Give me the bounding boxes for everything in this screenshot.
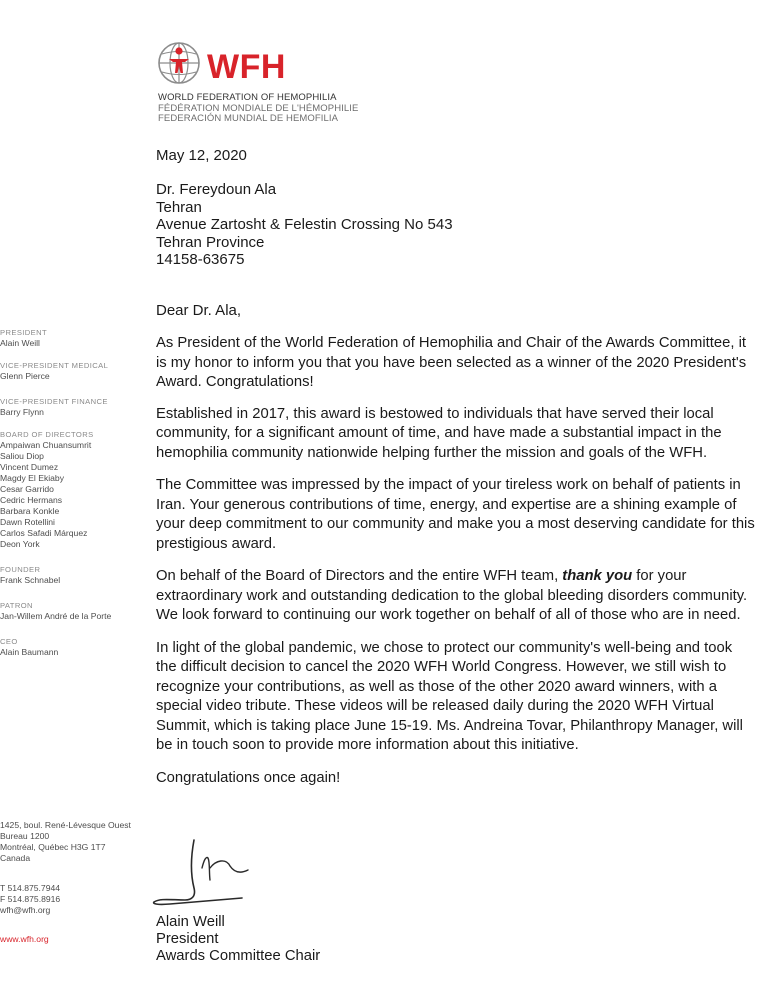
contact-block [0,820,155,945]
sidebar-role-title: BOARD OF DIRECTORS [0,430,94,439]
contact-suite: Bureau 1200 [0,831,50,841]
sidebar-ceo [0,636,150,658]
sidebar-founder [0,564,150,586]
letter-date: May 12, 2020 [156,147,247,164]
sidebar-patron [0,600,150,622]
paragraph-committee-praise: The Committee was impressed by the impact of your tireless work on behalf of patients in Iran. Your generous contributions of time, energy, and expertise are a shining example of your deep commitment to our community and make you a most deserving candidate for this prestigious award. [156,477,755,552]
contact-country: Canada [0,853,31,863]
globe-figure-logo-icon [156,40,202,86]
contact-website: www.wfh.org [0,934,49,944]
sidebar-role-title: VICE-PRESIDENT FINANCE [0,397,108,406]
contact-fax: F 514.875.8916 [0,894,61,904]
board-member: Saliou Diop [0,451,44,461]
paragraph-pandemic-tribute: In light of the global pandemic, we chose to protect our community's well-being and took the difficult decision to cancel the 2020 WFH World Congress. However, we still wish to recognize your contributions, as well as those of the other 2020 award winners, with a special video tribute. These videos will be released daily during the 2020 WFH Virtual Summit, which is taking place June 15-19. Ms. Andreina Tovar, Philanthropy Manager, will be in touch soon to provide more information about this initiative. [156,639,743,753]
logo-wordmark: WFH [207,48,286,86]
board-member: Magdy El Ekiaby [0,473,65,483]
sidebar-person-name: Glenn Pierce [0,371,50,381]
thanks-text-before: On behalf of the Board of Directors and the entire WFH team, [156,568,563,584]
org-name-english: WORLD FEDERATION OF HEMOPHILIA [158,92,337,103]
sidebar-vp-finance [0,396,150,418]
sidebar-role-title: CEO [0,637,18,646]
org-name-spanish: FEDERACIÓN MUNDIAL DE HEMOFILIA [158,113,339,124]
thanks-text-after: for your extraordinary work and outstanding dedication to the global bleeding disorders community. We look forward to continuing our work together on behalf of all of those who are in need. [156,568,748,623]
signer-title: President [156,931,219,947]
paragraph-award-history: Established in 2017, this award is bestowed to individuals that have served their local community, for a significant amount of time, and have made a substantial impact in the hemophilia community nationwide helping further the mission and goals of the WFH. [156,405,722,461]
board-member: Carlos Safadi Márquez [0,528,88,538]
board-member: Ampaiwan Chuansumrit [0,440,92,450]
salutation: Dear Dr. Ala, [156,302,242,319]
recipient-province: Tehran Province [156,233,265,251]
sidebar-person-name: Alain Weill [0,338,40,348]
board-member: Cedric Hermans [0,495,63,505]
sidebar-role-title: PATRON [0,601,33,610]
sidebar-person-name: Alain Baumann [0,647,59,657]
org-name-french: FÉDÉRATION MONDIALE DE L'HÉMOPHILIE [158,102,359,114]
letterhead-logo [156,40,416,130]
board-member: Deon York [0,539,40,549]
contact-phone: T 514.875.7944 [0,883,61,893]
recipient-postal-code: 14158-63675 [156,251,245,268]
closing-line: Congratulations once again! [156,769,341,786]
thanks-emphasis: thank you [562,568,633,584]
sidebar-role-title: PRESIDENT [0,328,48,337]
leadership-sidebar [0,327,150,672]
board-member: Vincent Dumez [0,462,59,472]
sidebar-person-name: Frank Schnabel [0,575,61,585]
contact-street: 1425, boul. René-Lévesque Ouest [0,820,131,830]
board-member: Barbara Konkle [0,506,60,516]
sidebar-role-title: VICE-PRESIDENT MEDICAL [0,361,109,370]
signer-block [156,914,320,965]
sidebar-vp-medical [0,360,150,382]
board-member: Dawn Rotellini [0,517,55,527]
recipient-name: Dr. Fereydoun Ala [156,181,277,198]
letter-body [156,334,756,801]
sidebar-president [0,327,150,349]
board-member: Cesar Garrido [0,484,54,494]
contact-email: wfh@wfh.org [0,905,51,915]
recipient-city: Tehran [156,198,202,216]
sidebar-role-title: FOUNDER [0,565,41,574]
paragraph-award-announcement: As President of the World Federation of Hemophilia and Chair of the Awards Committee, it is my honor to inform you that you have been selected as a winner of the 2020 President's Award. Congratulations! [156,335,747,390]
signer-name: Alain Weill [156,914,225,930]
recipient-street: Avenue Zartosht & Felestin Crossing No 543 [156,216,453,233]
contact-city: Montréal, Québec H3G 1T7 [0,842,106,852]
recipient-address [156,181,453,269]
handwritten-signature [150,838,290,915]
organization-name [158,93,358,125]
sidebar-board [0,429,150,550]
signer-role: Awards Committee Chair [156,948,321,964]
paragraph-thanks [156,567,756,626]
sidebar-person-name: Barry Flynn [0,407,44,417]
sidebar-person-name: Jan-Willem André de la Porte [0,611,112,621]
